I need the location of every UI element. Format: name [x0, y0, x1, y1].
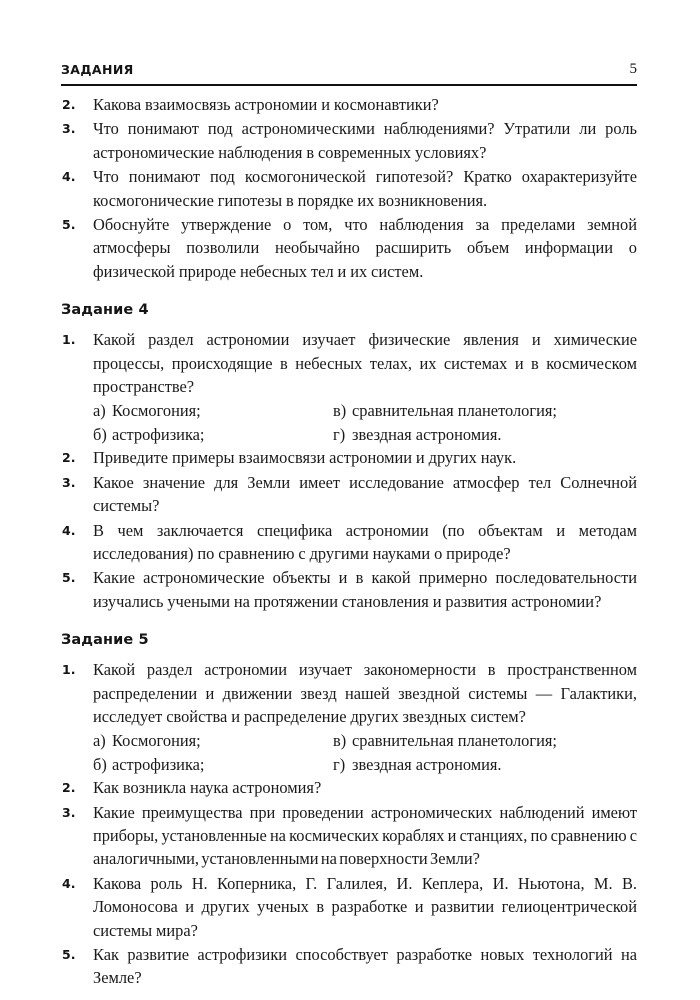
question-item — [61, 471, 637, 518]
question-text: Что понимают под астрономическими наблюдениями? Утратили ли роль астрономические наблюдения в современных условиях? — [93, 119, 637, 162]
question-item — [61, 117, 637, 164]
answer-option-label: астрофизика; — [112, 424, 205, 444]
answer-option-label: звездная астрономия. — [352, 424, 502, 444]
question-item — [61, 519, 637, 566]
task-heading-task4: Задание 4 — [61, 302, 149, 319]
running-head-title: ЗАДАНИЯ — [61, 62, 134, 77]
answer-option-letter: в) — [333, 731, 347, 751]
answer-option[interactable] — [333, 729, 637, 752]
answer-option[interactable] — [93, 423, 333, 446]
answer-option[interactable] — [333, 753, 637, 776]
question-number: 4. — [62, 522, 76, 538]
question-item — [61, 566, 637, 613]
question-item — [61, 446, 637, 469]
answer-option-label: Космогония; — [112, 731, 201, 751]
question-item — [61, 872, 637, 942]
question-number: 2. — [62, 780, 76, 796]
question-number: 3. — [62, 474, 76, 490]
question-item — [61, 165, 637, 212]
page-number: 5 — [629, 61, 637, 77]
question-number: 2. — [62, 97, 76, 112]
page — [61, 0, 637, 1000]
question-item — [61, 801, 637, 871]
question-number: 5. — [62, 217, 76, 233]
question-item — [61, 328, 637, 398]
answer-options — [61, 729, 637, 776]
question-item — [61, 93, 637, 116]
answer-option-letter: б) — [93, 754, 107, 774]
answer-options — [61, 399, 637, 446]
question-number: 3. — [62, 804, 76, 820]
answer-option-letter: в) — [333, 401, 347, 421]
answer-option-label: Космогония; — [112, 401, 201, 421]
question-text: Как развитие астрофизики способствует разработке новых технологий на Земле? — [93, 945, 637, 988]
question-text: Что понимают под космогонической гипотезой? Кратко охарактеризуйте космогонические гипотезы в порядке их возникновения. — [93, 167, 637, 210]
question-number: 5. — [62, 570, 76, 586]
question-text: Какова роль Н. Коперника, Г. Галилея, И. Кеплера, И. Ньютона, М. В. Ломоносова и других ученых в разработке и развитии гелиоцентрической системы мира? — [93, 873, 637, 940]
answer-option-label: астрофизика; — [112, 754, 205, 774]
question-text: Какова взаимосвязь астрономии и космонавтики? — [93, 95, 439, 114]
answer-option-letter: а) — [93, 731, 106, 751]
question-number: 4. — [62, 875, 76, 891]
answer-options-row — [93, 423, 637, 446]
question-item — [61, 943, 637, 990]
answer-option-letter: б) — [93, 424, 107, 444]
question-text: В чем заключается специфика астрономии (по объектам и методам исследования) по сравнению с другими науками о природе? — [93, 520, 637, 563]
answer-option[interactable] — [93, 729, 333, 752]
answer-options-row — [93, 729, 637, 752]
answer-option-letter: г) — [333, 754, 346, 774]
question-text: Какое значение для Земли имеет исследование атмосфер тел Солнечной системы? — [93, 472, 637, 516]
question-item — [61, 213, 637, 283]
question-text: Какие астрономические объекты и в какой примерно последовательности изучались учеными на протяжении становления и развития астрономии? — [93, 568, 637, 611]
question-text: Какой раздел астрономии изучает физические явления и химические процессы, происходящие в небесных телах, их системах и в космическом пространстве? — [93, 330, 637, 397]
answer-options-row — [93, 399, 637, 422]
answer-option-letter: г) — [333, 424, 346, 444]
answer-option-label: сравнительная планетология; — [352, 731, 557, 751]
answer-option-label: звездная астрономия. — [352, 754, 502, 774]
page-content — [61, 93, 637, 991]
answer-option-label: сравнительная планетология; — [352, 401, 557, 421]
answer-option[interactable] — [93, 753, 333, 776]
question-text: Приведите примеры взаимосвязи астрономии и других наук. — [93, 448, 517, 468]
question-text: Какие преимущества при проведении астрономических наблюдений имеют приборы, установленные на космических кораблях и станциях, по сравнению с аналогичными, установленными на поверхности Земли? — [93, 802, 637, 869]
question-number: 3. — [62, 121, 76, 137]
question-text: Какой раздел астрономии изучает закономерности в пространственном распределении и движении звезд нашей звездной системы — Галактики, исследует свойства и распределение других звездных систем? — [93, 660, 637, 726]
answer-option-letter: а) — [93, 401, 106, 421]
question-number: 2. — [62, 450, 76, 466]
running-head — [61, 62, 637, 86]
task-heading-task5: Задание 5 — [61, 632, 149, 649]
question-number: 5. — [62, 947, 76, 962]
answer-option[interactable] — [333, 399, 637, 422]
question-text: Обоснуйте утверждение о том, что наблюдения за пределами земной атмосферы позволили необычайно расширить объем информации о физической природе небесных тел и их систем. — [93, 215, 637, 281]
question-text: Как возникла наука астрономия? — [93, 778, 322, 798]
question-item — [61, 776, 637, 799]
question-item — [61, 658, 637, 728]
question-number: 1. — [62, 332, 76, 348]
question-number: 1. — [62, 662, 76, 678]
answer-option[interactable] — [333, 423, 637, 446]
header-rule — [61, 84, 637, 86]
question-number: 4. — [62, 169, 76, 185]
answer-options-row — [93, 753, 637, 776]
answer-option[interactable] — [93, 399, 333, 422]
